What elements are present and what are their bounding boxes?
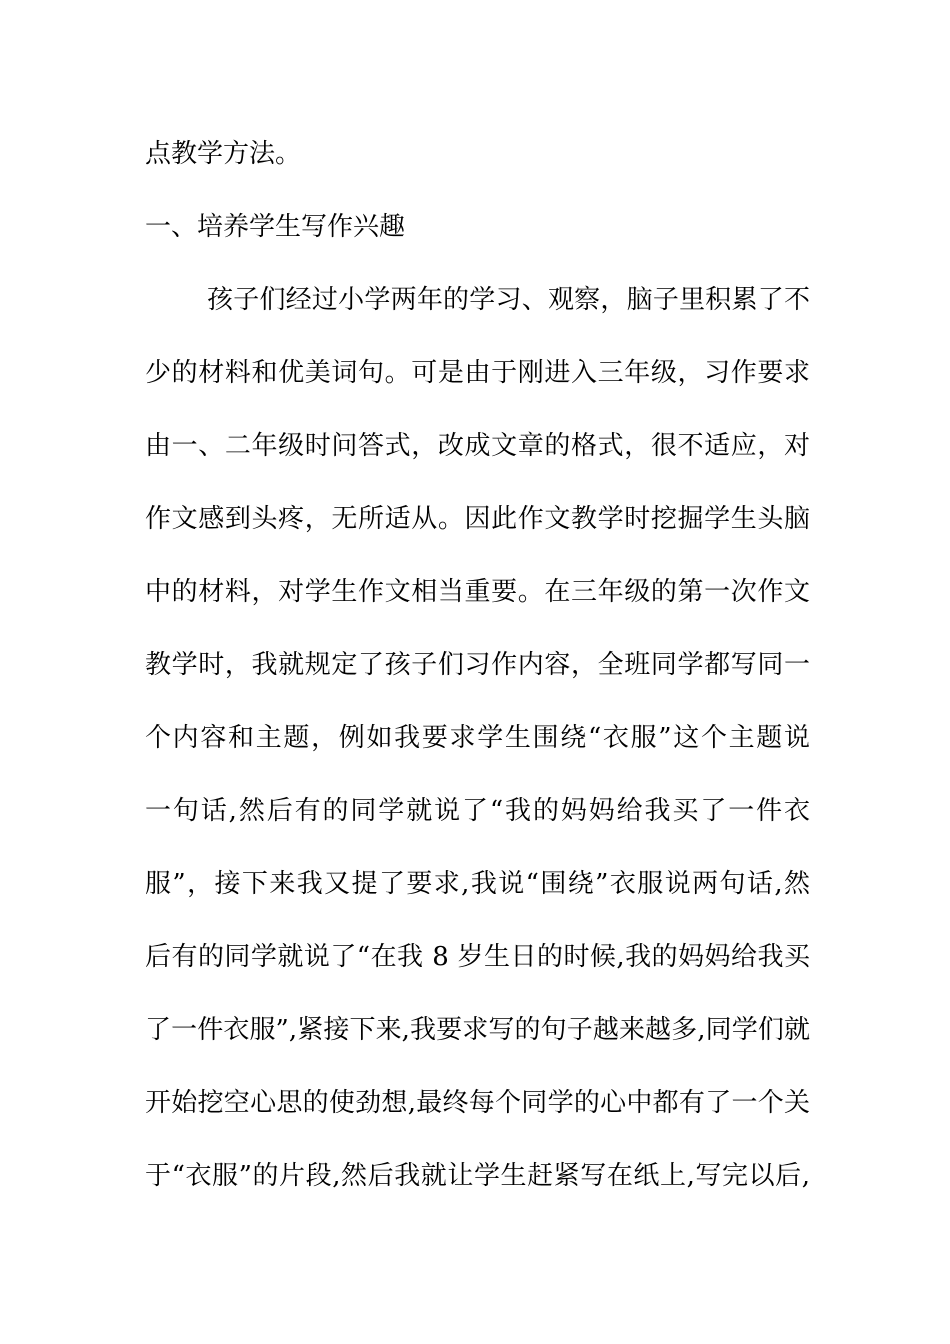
text-line: 由一、二年级时问答式，改成文章的格式，很不适应，对 bbox=[145, 431, 810, 461]
text-line: 教学时，我就规定了孩子们习作内容，全班同学都写同一 bbox=[145, 650, 810, 680]
text-line: 孩子们经过小学两年的学习、观察，脑子里积累了不 bbox=[207, 285, 810, 315]
section-heading: 一、培养学生写作兴趣 bbox=[145, 212, 406, 242]
text-line: 点教学方法。 bbox=[145, 139, 302, 169]
text-line: 开始挖空心思的使劲想,最终每个同学的心中都有了一个关 bbox=[145, 1088, 810, 1118]
text-line: 后有的同学就说了“在我 8 岁生日的时候,我的妈妈给我买 bbox=[145, 942, 810, 972]
text-line: 一句话,然后有的同学就说了“我的妈妈给我买了一件衣 bbox=[145, 796, 810, 826]
text-line: 少的材料和优美词句。可是由于刚进入三年级，习作要求 bbox=[145, 358, 810, 388]
text-line: 于“衣服”的片段,然后我就让学生赶紧写在纸上,写完以后, bbox=[145, 1161, 810, 1191]
text-line: 服”，接下来我又提了要求,我说“围绕”衣服说两句话,然 bbox=[145, 869, 810, 899]
text-line: 个内容和主题，例如我要求学生围绕“衣服”这个主题说 bbox=[145, 723, 810, 753]
text-line: 中的材料，对学生作文相当重要。在三年级的第一次作文 bbox=[145, 577, 810, 607]
text-line: 了一件衣服”,紧接下来,我要求写的句子越来越多,同学们就 bbox=[145, 1015, 810, 1045]
document-body bbox=[145, 135, 810, 1230]
text-line: 作文感到头疼，无所适从。因此作文教学时挖掘学生头脑 bbox=[145, 504, 810, 534]
